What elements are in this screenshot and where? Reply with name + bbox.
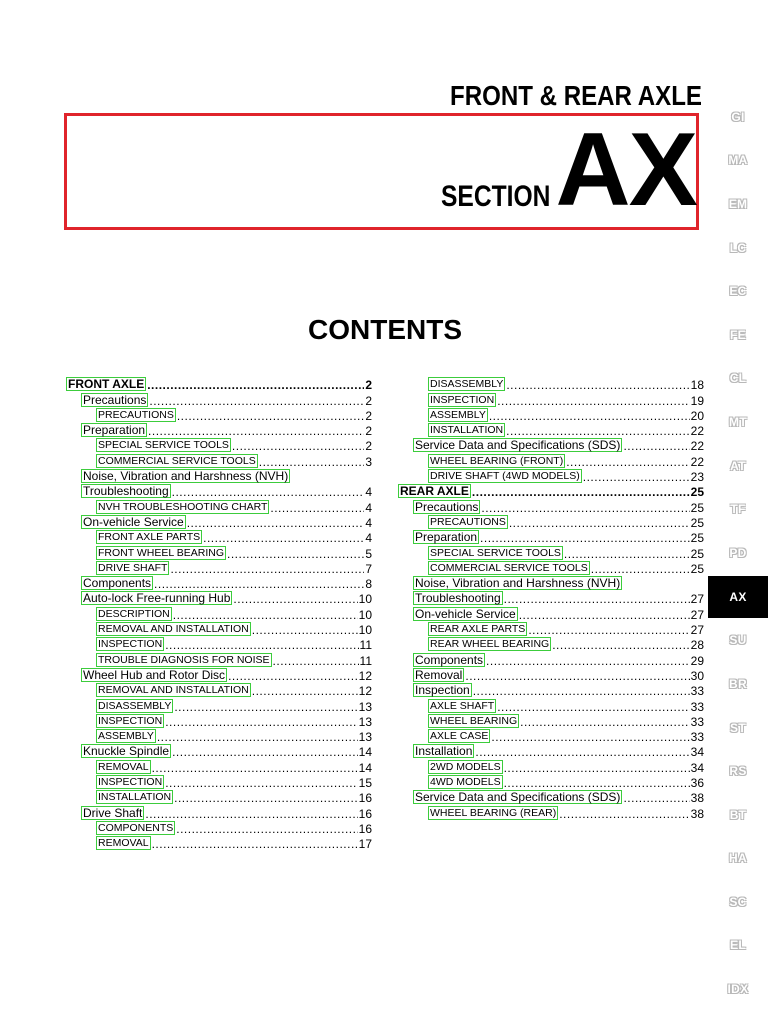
toc-entry: [398, 560, 704, 575]
toc-page-number: 27: [690, 592, 704, 607]
toc-page-number: 23: [690, 470, 704, 485]
toc-leader-dots: [486, 655, 690, 667]
toc-page-number: 5: [365, 546, 372, 561]
section-tab-rs[interactable]: RS: [729, 764, 747, 779]
toc-entry: [398, 789, 704, 804]
toc-leader-dots: [228, 670, 358, 682]
toc-page-number: 25: [690, 515, 704, 530]
toc-leader-dots: [233, 593, 357, 605]
toc-link[interactable]: DISASSEMBLY: [430, 378, 504, 391]
toc-leader-dots: [504, 593, 690, 605]
toc-page-number: 18: [690, 378, 704, 393]
toc-entry: [66, 835, 372, 850]
section-tab-gi[interactable]: GI: [731, 109, 745, 124]
toc-link[interactable]: INSPECTION: [98, 638, 163, 651]
toc-leader-dots: [145, 808, 357, 820]
toc-entry: [66, 468, 372, 483]
section-label: SECTION: [440, 180, 550, 213]
toc-link[interactable]: WHEEL BEARING (REAR): [430, 806, 557, 819]
toc-link[interactable]: Service Data and Specifications (SDS): [415, 438, 621, 453]
toc-leader-dots: [552, 639, 689, 651]
toc-page-number: 13: [358, 699, 372, 714]
contents-heading: CONTENTS: [308, 314, 462, 345]
section-tab-br[interactable]: BR: [729, 676, 747, 691]
toc-link[interactable]: NVH TROUBLESHOOTING CHART: [98, 500, 268, 513]
toc-page-number: 33: [690, 714, 704, 729]
section-tab-lc[interactable]: LC: [729, 240, 747, 255]
section-code: AX: [555, 112, 696, 228]
toc-leader-dots: [591, 563, 690, 575]
manual-title: FRONT & REAR AXLE: [450, 80, 702, 111]
toc-link[interactable]: COMMERCIAL SERVICE TOOLS: [98, 454, 256, 467]
section-tab-idx[interactable]: IDX: [727, 982, 749, 997]
toc-entry: [398, 498, 704, 513]
toc-page-number: 22: [690, 424, 704, 439]
toc-leader-dots: [252, 685, 358, 697]
toc-entry: [66, 391, 372, 406]
toc-page-number: 27: [690, 623, 704, 638]
toc-leader-dots: [187, 517, 365, 529]
toc-entry: [66, 743, 372, 758]
toc-page-number: 10: [358, 592, 372, 607]
toc-link[interactable]: Auto-lock Free-running Hub: [83, 591, 231, 606]
toc-link[interactable]: COMMERCIAL SERVICE TOOLS: [430, 561, 588, 574]
toc-link[interactable]: INSTALLATION: [430, 424, 504, 437]
toc-link[interactable]: Service Data and Specifications (SDS): [415, 790, 621, 805]
section-tab-bt[interactable]: BT: [729, 807, 747, 822]
toc-entry: [398, 667, 704, 682]
toc-leader-dots: [559, 808, 689, 820]
toc-page-number: 33: [690, 684, 704, 699]
toc-page-number: 36: [690, 776, 704, 791]
toc-entry: [66, 774, 372, 789]
toc-link[interactable]: FRONT WHEEL BEARING: [98, 546, 225, 559]
toc-entry: [66, 590, 372, 605]
toc-page-number: 12: [358, 668, 372, 683]
toc-page-number: 16: [358, 821, 372, 836]
toc-entry: [398, 804, 704, 819]
toc-link[interactable]: INSPECTION: [430, 393, 495, 406]
toc-entry: [66, 544, 372, 559]
toc-page-number: 34: [690, 760, 704, 775]
toc-link[interactable]: Troubleshooting: [83, 484, 169, 499]
toc-link[interactable]: WHEEL BEARING: [430, 714, 518, 727]
toc-page-number: 25: [690, 561, 704, 576]
toc-entry: [398, 514, 704, 529]
toc-leader-dots: [174, 792, 358, 804]
toc-leader-dots: [504, 762, 690, 774]
toc-left-column: [66, 376, 372, 850]
toc-leader-dots: [177, 410, 364, 422]
section-tab-ha[interactable]: HA: [729, 851, 747, 866]
toc-link[interactable]: Wheel Hub and Rotor Disc: [83, 667, 226, 682]
section-tab-mt[interactable]: MT: [729, 414, 747, 429]
toc-entry: [398, 452, 704, 467]
toc-page-number: 22: [690, 454, 704, 469]
toc-page-number: 14: [358, 745, 372, 760]
toc-link[interactable]: COMPONENTS: [98, 821, 174, 834]
toc-entry: [398, 743, 704, 758]
toc-link[interactable]: REMOVAL AND INSTALLATION: [98, 623, 249, 636]
toc-page-number: 15: [358, 776, 372, 791]
toc-entry: [66, 728, 372, 743]
toc-leader-dots: [465, 670, 689, 682]
toc-page-number: 19: [690, 393, 704, 408]
toc-page-number: 10: [358, 623, 372, 638]
toc-link[interactable]: PRECAUTIONS: [98, 408, 174, 421]
toc-entry: [66, 667, 372, 682]
toc-page-number: 29: [690, 653, 704, 668]
toc-page-number: 2: [365, 393, 372, 408]
toc-link[interactable]: Precautions: [83, 392, 147, 407]
toc-link[interactable]: Troubleshooting: [415, 591, 501, 606]
toc-link[interactable]: TROUBLE DIAGNOSIS FOR NOISE: [98, 653, 270, 666]
toc-link[interactable]: Noise, Vibration and Harshness (NVH): [415, 576, 621, 591]
toc-entry: [66, 682, 372, 697]
toc-page-number: 2: [365, 424, 372, 439]
toc-page-number: 11: [359, 638, 372, 653]
toc-entry: [66, 437, 372, 452]
toc-leader-dots: [473, 685, 690, 697]
section-tab-ax[interactable]: AX: [708, 576, 768, 618]
toc-leader-dots: [170, 563, 364, 575]
toc-page-number: 2: [365, 439, 372, 454]
toc-entry: [66, 820, 372, 835]
section-tab-tf[interactable]: TF: [730, 502, 746, 517]
toc-link[interactable]: Noise, Vibration and Harshness (NVH): [83, 469, 289, 484]
toc-right-column: [398, 376, 704, 820]
toc-link[interactable]: Removal: [415, 667, 463, 682]
toc-page-number: 33: [690, 699, 704, 714]
toc-leader-dots: [481, 502, 689, 514]
toc-entry: [398, 376, 704, 391]
toc-entry: [66, 789, 372, 804]
toc-leader-dots: [152, 762, 358, 774]
toc-entry: [66, 697, 372, 712]
toc-entry: [398, 575, 704, 590]
toc-page-number: 4: [365, 515, 372, 530]
toc-link[interactable]: SPECIAL SERVICE TOOLS: [430, 546, 561, 559]
toc-page-number: 7: [365, 561, 372, 576]
toc-link[interactable]: REAR AXLE PARTS: [430, 623, 526, 636]
toc-leader-dots: [259, 456, 365, 468]
toc-leader-dots: [154, 578, 364, 590]
toc-entry: [66, 498, 372, 513]
toc-page-number: 16: [358, 806, 372, 821]
toc-entry: [398, 483, 704, 498]
toc-link[interactable]: INSPECTION: [98, 776, 163, 789]
toc-entry: [66, 575, 372, 590]
section-tab-strip: [708, 95, 768, 1011]
toc-leader-dots: [176, 823, 357, 835]
toc-page-number: 8: [365, 577, 372, 592]
toc-leader-dots: [497, 395, 689, 407]
toc-link[interactable]: FRONT AXLE PARTS: [98, 531, 201, 544]
toc-link[interactable]: DRIVE SHAFT (4WD MODELS): [430, 470, 580, 483]
toc-leader-dots: [491, 731, 689, 743]
toc-entry: [398, 544, 704, 559]
toc-entry: [398, 391, 704, 406]
section-tab-ec[interactable]: EC: [729, 284, 747, 299]
toc-entry: [66, 560, 372, 575]
toc-page-number: 14: [358, 760, 372, 775]
section-tab-sc[interactable]: SC: [729, 894, 747, 909]
toc-page-number: 30: [690, 668, 704, 683]
section-tab-ma[interactable]: MA: [728, 153, 748, 168]
toc-link[interactable]: Installation: [415, 744, 473, 759]
toc-entry: [66, 483, 372, 498]
toc-page-number: 11: [359, 653, 372, 668]
toc-link[interactable]: WHEEL BEARING (FRONT): [430, 454, 564, 467]
toc-leader-dots: [152, 838, 358, 850]
toc-entry: [398, 682, 704, 697]
section-tab-pd[interactable]: PD: [729, 545, 747, 560]
section-tab-st[interactable]: ST: [730, 720, 746, 735]
toc-leader-dots: [566, 456, 689, 468]
toc-entry: [398, 728, 704, 743]
toc-link[interactable]: REMOVAL: [98, 837, 149, 850]
toc-link[interactable]: Preparation: [83, 423, 146, 438]
toc-entry: [398, 774, 704, 789]
toc-entry: [398, 468, 704, 483]
toc-leader-dots: [232, 440, 364, 452]
toc-entry: [398, 605, 704, 620]
toc-link[interactable]: DRIVE SHAFT: [98, 561, 168, 574]
toc-entry: [66, 514, 372, 529]
toc-page-number: 25: [690, 546, 704, 561]
toc-entry: [66, 636, 372, 651]
toc-link[interactable]: DESCRIPTION: [98, 607, 170, 620]
toc-entry: [398, 651, 704, 666]
toc-link[interactable]: Precautions: [415, 499, 479, 514]
toc-entry: [66, 422, 372, 437]
toc-entry: [398, 758, 704, 773]
toc-link[interactable]: AXLE SHAFT: [430, 699, 495, 712]
toc-link[interactable]: On-vehicle Service: [83, 514, 184, 529]
toc-link[interactable]: INSPECTION: [98, 714, 163, 727]
toc-link[interactable]: REAR AXLE: [400, 484, 469, 499]
toc-leader-dots: [148, 425, 364, 437]
toc-page-number: 16: [358, 791, 372, 806]
toc-link[interactable]: Components: [415, 652, 484, 667]
toc-entry: [66, 758, 372, 773]
toc-leader-dots: [147, 379, 364, 391]
toc-page-number: 22: [690, 439, 704, 454]
toc-page-number: 4: [365, 485, 372, 500]
toc-link[interactable]: ASSEMBLY: [98, 730, 154, 743]
toc-leader-dots: [270, 502, 364, 514]
toc-leader-dots: [165, 639, 358, 651]
toc-leader-dots: [623, 792, 689, 804]
toc-leader-dots: [172, 486, 365, 498]
toc-leader-dots: [564, 548, 690, 560]
toc-page-number: 4: [365, 500, 372, 515]
toc-entry: [398, 422, 704, 437]
toc-leader-dots: [489, 410, 690, 422]
toc-entry: [398, 636, 704, 651]
toc-link[interactable]: Preparation: [415, 530, 478, 545]
toc-entry: [66, 376, 372, 391]
toc-page-number: 25: [690, 531, 704, 546]
toc-link[interactable]: On-vehicle Service: [415, 606, 516, 621]
toc-leader-dots: [519, 609, 690, 621]
toc-entry: [398, 621, 704, 636]
toc-leader-dots: [504, 777, 690, 789]
toc-page-number: 38: [690, 806, 704, 821]
toc-link[interactable]: Drive Shaft: [83, 805, 143, 820]
toc-entry: [66, 529, 372, 544]
toc-page-number: 27: [690, 607, 704, 622]
toc-entry: [66, 713, 372, 728]
toc-page-number: 28: [690, 638, 704, 653]
toc-leader-dots: [252, 624, 358, 636]
toc-page-number: 3: [365, 454, 372, 469]
toc-link[interactable]: DISASSEMBLY: [98, 699, 172, 712]
toc-page-number: 17: [358, 837, 372, 852]
toc-leader-dots: [506, 425, 690, 437]
toc-entry: [398, 590, 704, 605]
toc-page-number: 2: [365, 408, 372, 423]
toc-leader-dots: [174, 701, 357, 713]
toc-page-number: 20: [690, 408, 704, 423]
section-tab-em[interactable]: EM: [728, 196, 748, 211]
toc-page-number: 33: [690, 730, 704, 745]
toc-leader-dots: [480, 532, 690, 544]
toc-leader-dots: [497, 701, 689, 713]
toc-link[interactable]: SPECIAL SERVICE TOOLS: [98, 439, 229, 452]
toc-entry: [66, 621, 372, 636]
toc-entry: [398, 529, 704, 544]
toc-leader-dots: [509, 517, 690, 529]
toc-leader-dots: [475, 746, 689, 758]
toc-link[interactable]: 2WD MODELS: [430, 760, 501, 773]
toc-entry: [66, 651, 372, 666]
toc-entry: [398, 437, 704, 452]
toc-leader-dots: [165, 716, 357, 728]
toc-page-number: 2: [365, 378, 372, 393]
toc-link[interactable]: Knuckle Spindle: [83, 744, 170, 759]
toc-entry: [66, 605, 372, 620]
toc-entry: [398, 697, 704, 712]
section-tab-fe[interactable]: FE: [730, 327, 746, 342]
toc-leader-dots: [172, 746, 358, 758]
toc-page-number: 34: [690, 745, 704, 760]
toc-page-number: 12: [358, 684, 372, 699]
toc-page-number: 4: [365, 531, 372, 546]
toc-link[interactable]: AXLE CASE: [430, 730, 489, 743]
toc-page-number: 13: [358, 730, 372, 745]
toc-leader-dots: [273, 655, 359, 667]
toc-link[interactable]: REAR WHEEL BEARING: [430, 638, 550, 651]
toc-leader-dots: [157, 731, 358, 743]
toc-leader-dots: [173, 609, 358, 621]
toc-link[interactable]: FRONT AXLE: [68, 377, 145, 392]
section-tab-su[interactable]: SU: [729, 633, 747, 648]
toc-leader-dots: [203, 532, 364, 544]
toc-leader-dots: [623, 440, 689, 452]
toc-page-number: 13: [358, 714, 372, 729]
toc-link[interactable]: REMOVAL: [98, 760, 149, 773]
toc-page-number: 38: [690, 791, 704, 806]
toc-link[interactable]: INSTALLATION: [98, 791, 172, 804]
toc-leader-dots: [165, 777, 357, 789]
toc-entry: [398, 407, 704, 422]
toc-link[interactable]: REMOVAL AND INSTALLATION: [98, 684, 249, 697]
section-tab-at[interactable]: AT: [730, 458, 746, 473]
toc-leader-dots: [506, 379, 689, 391]
toc-leader-dots: [472, 486, 690, 498]
toc-link[interactable]: Inspection: [415, 683, 470, 698]
toc-link[interactable]: Components: [83, 576, 152, 591]
toc-link[interactable]: 4WD MODELS: [430, 776, 501, 789]
toc-leader-dots: [528, 624, 689, 636]
toc-page-number: 10: [358, 607, 372, 622]
toc-leader-dots: [227, 548, 364, 560]
section-tab-el[interactable]: EL: [730, 938, 746, 953]
section-tab-cl[interactable]: CL: [729, 371, 747, 386]
toc-entry: [66, 804, 372, 819]
toc-leader-dots: [583, 471, 690, 483]
toc-link[interactable]: PRECAUTIONS: [430, 515, 506, 528]
toc-link[interactable]: ASSEMBLY: [430, 408, 486, 421]
toc-entry: [66, 407, 372, 422]
toc-leader-dots: [149, 395, 364, 407]
toc-entry: [66, 452, 372, 467]
toc-page-number: 25: [690, 485, 704, 500]
toc-leader-dots: [520, 716, 690, 728]
toc-entry: [398, 713, 704, 728]
toc-page-number: 25: [690, 500, 704, 515]
